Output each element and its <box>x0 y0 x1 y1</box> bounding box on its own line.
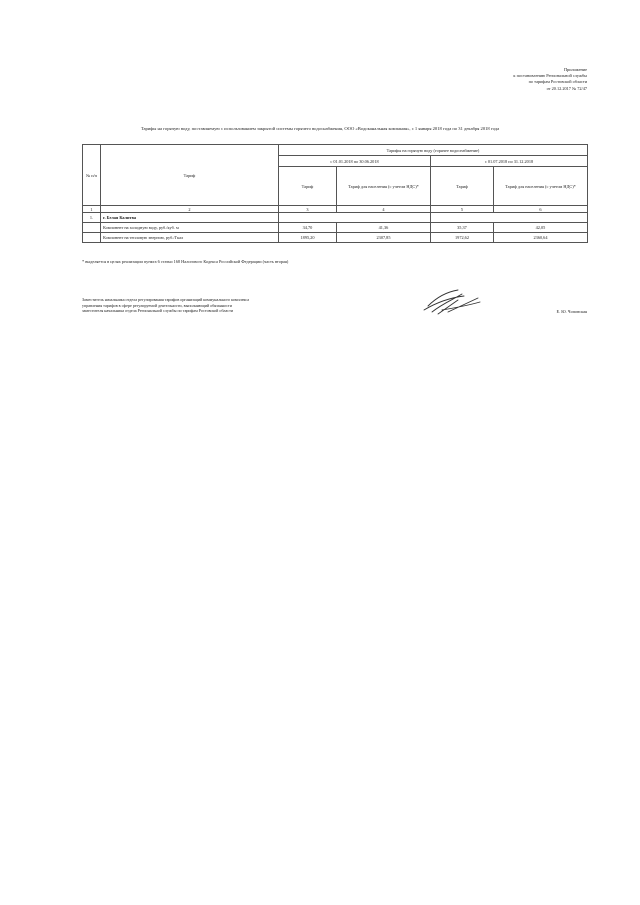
header-period-2: с 01.07.2018 по 31.12.2018 <box>431 156 588 167</box>
row-value: 2307,85 <box>337 233 431 243</box>
signatory-line: заместителя начальника отдела Региональной службы по тарифам Ростовской области <box>82 308 234 314</box>
header-sub-tariff-vat: Тариф для населения (с учетом НДС)* <box>337 167 431 206</box>
signatory-position <box>82 297 249 314</box>
handwritten-signature <box>418 288 482 316</box>
city-row-empty <box>431 213 588 223</box>
footnote: * выделяется в целях реализации пункта 6 статьи 168 Налогового Кодекса Российской Федерации (часть вторая) <box>82 259 289 264</box>
tariff-table <box>82 144 588 243</box>
header-sub-tariff-vat: Тариф для населения (с учетом НДС)* <box>494 167 588 206</box>
row-value: 41,36 <box>337 223 431 233</box>
city-row-name: г. Белая Калитва <box>101 213 279 223</box>
appendix-line: Приложение <box>563 67 587 72</box>
column-number: 5 <box>431 206 494 213</box>
header-no: № п/п <box>83 145 101 206</box>
row-name: Компонент на холодную воду, руб./куб. м <box>101 223 279 233</box>
appendix-header <box>387 67 587 92</box>
row-value: 34,70 <box>279 223 337 233</box>
city-row-empty <box>279 213 431 223</box>
header-sub-tariff: Тариф <box>431 167 494 206</box>
column-number: 3 <box>279 206 337 213</box>
row-value: 2360,64 <box>494 233 588 243</box>
column-number: 6 <box>494 206 588 213</box>
row-name: Компонент на тепловую энергию, руб./Гкал <box>101 233 279 243</box>
table-cell-empty <box>83 233 101 243</box>
header-period-1: с 01.01.2018 по 30.06.2018 <box>279 156 431 167</box>
header-tariff: Тариф <box>101 145 279 206</box>
document-title: Тарифы на горячую воду, поставляемую с использованием закрытой системы горячего водоснабжения, ООО «Водоканальная компания», с 1 января 2018 года по 31 декабря 2018 года <box>140 126 500 131</box>
header-group: Тарифы на горячую воду (горячее водоснабжение) <box>279 145 588 156</box>
row-value: 42,05 <box>494 223 588 233</box>
appendix-line: от 20.12.2017 № 72/47 <box>546 85 587 91</box>
signatory-name: Е. Ю. Чоповская <box>556 309 587 314</box>
row-value: 35,37 <box>431 223 494 233</box>
column-number: 1 <box>83 206 101 213</box>
column-number: 2 <box>101 206 279 213</box>
row-value: 1972,62 <box>431 233 494 243</box>
column-number: 4 <box>337 206 431 213</box>
header-sub-tariff: Тариф <box>279 167 337 206</box>
row-value: 1895,20 <box>279 233 337 243</box>
table-cell-empty <box>83 223 101 233</box>
appendix-line: по тарифам Ростовской области <box>528 79 587 85</box>
appendix-line: к постановлению Региональной службы <box>513 73 587 79</box>
signatory-line: управления тарифов в сфере регулируемой деятельности, выполняющий обязанности <box>82 302 232 308</box>
signatory-line: Заместитель начальника отдела регулирования тарифов организаций коммунального комплекса <box>82 297 250 302</box>
city-row-no: 1. <box>83 213 101 223</box>
